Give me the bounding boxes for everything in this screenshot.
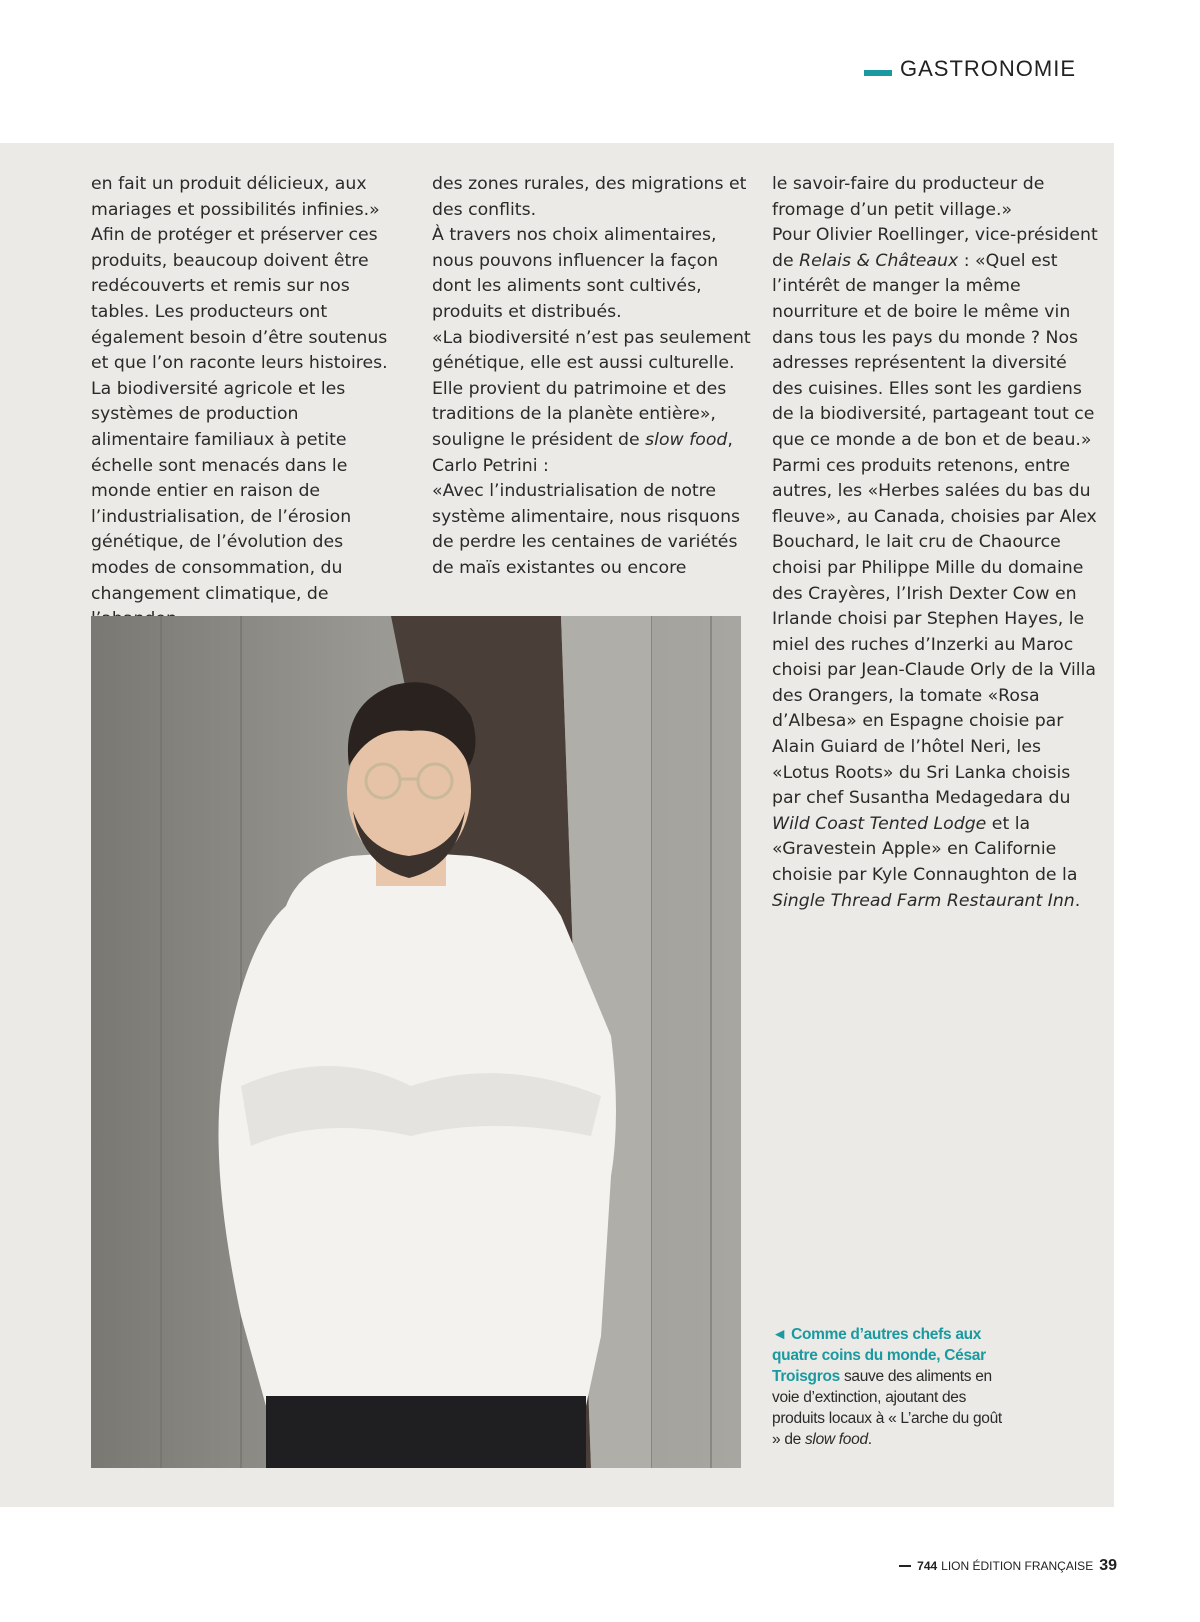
caption-body: sauve des aliments en voie d’extinction, ajoutant des produits locaux à « L’arche du goût » de bbox=[772, 1368, 1002, 1448]
paragraph: «Avec l’industrialisation de notre système alimentaire, nous risquons de perdre les centaines de variétés de maïs existantes ou encore bbox=[432, 481, 741, 578]
paragraph: Afin de protéger et préserver ces produits, beaucoup doivent être redécouverts et remis sur nos tables. Les producteurs ont également besoin d’être soutenus et que l’on raconte leurs histoires. La biodiversité agricole et les systèmes de production alimentaire familiaux à petite échelle sont menacés dans le monde entier en raison de l’industrialisation, de l’érosion génétique, de l’évolution des modes de consommation, du changement climatique, de bbox=[91, 225, 388, 604]
paragraph: «La biodiversité n’est pas seulement génétique, elle est aussi culturelle. Elle provient du patrimoine et des traditions de la planète entière», souligne le président de slow food, Carlo Petrini : bbox=[432, 327, 751, 476]
caption-italic: slow food bbox=[804, 1431, 868, 1448]
article-column-1 bbox=[91, 172, 401, 633]
page-footer bbox=[899, 1557, 1117, 1575]
footer-dash bbox=[899, 1565, 911, 1567]
page-number: 39 bbox=[1099, 1557, 1117, 1574]
caption-highlight: Comme d’autres chefs aux quatre coins du monde, César Troisgros bbox=[772, 1326, 986, 1385]
paragraph: en fait un produit délicieux, aux mariages et possibilités infinies.» bbox=[91, 174, 380, 220]
chef-portrait-photo bbox=[91, 616, 741, 1468]
paragraph: des zones rurales, des migrations et des conflits. bbox=[432, 174, 747, 220]
publication-name: LION ÉDITION FRANÇAISE bbox=[941, 1559, 1094, 1573]
caption-arrow: ◄ bbox=[772, 1326, 788, 1343]
paragraph: le savoir-faire du producteur de fromage d’un petit village.» bbox=[772, 174, 1045, 220]
section-title: GASTRONOMIE bbox=[899, 56, 1076, 81]
article-column-2 bbox=[432, 172, 752, 582]
article-column-3 bbox=[772, 172, 1102, 914]
paragraph: À travers nos choix alimentaires, nous pouvons influencer la façon dont les aliments sont cultivés, produits et distribués. bbox=[432, 225, 719, 322]
chef-portrait-illustration bbox=[91, 616, 741, 1468]
paragraph: Parmi ces produits retenons, entre autres, les «Herbes salées du bas du fleuve», au Canada, choisies par Alex Bouchard, le lait cru de Chaource choisi par Philippe Mille du domaine des Crayères, l’Irish Dexter Cow en Irlande choisi par Stephen Hayes, le miel des ruches d’Inzerki au Maroc choisi par Jean-Claude Orly de la Villa des Orangers, la tomate «Rosa d’Albesa» en Espagne choisie par Alain Guiard de l’hôtel Neri, les «Lotus Roots» du Sri Lanka choisis par chef Susantha Medagedara du Wild Coast Tented Lodge et la «Gravestein Apple» en Californie choisie par Kyle Connaughton de la Single Thread Farm Restaurant Inn. bbox=[772, 455, 1097, 911]
photo-caption: ◄ Comme d’autres chefs aux quatre coins du monde, César Troisgros sauve des aliments en voie d’extinction, ajoutant des produits locaux à « L’arche du goût » de slow food. bbox=[772, 1326, 1002, 1448]
issue-number: 744 bbox=[917, 1559, 938, 1573]
paragraph: Pour Olivier Roellinger, vice-président de Relais & Châteaux : «Quel est l’intérêt de manger la même nourriture et de boire le même vin dans tous les pays du monde ? Nos adresses représentent la diversité des cuisines. Elles sont les gardiens de la biodiversité, partageant tout ce que ce monde a de bon et de beau.» bbox=[772, 225, 1098, 450]
section-header bbox=[864, 56, 1076, 82]
section-accent-bar bbox=[864, 70, 892, 76]
